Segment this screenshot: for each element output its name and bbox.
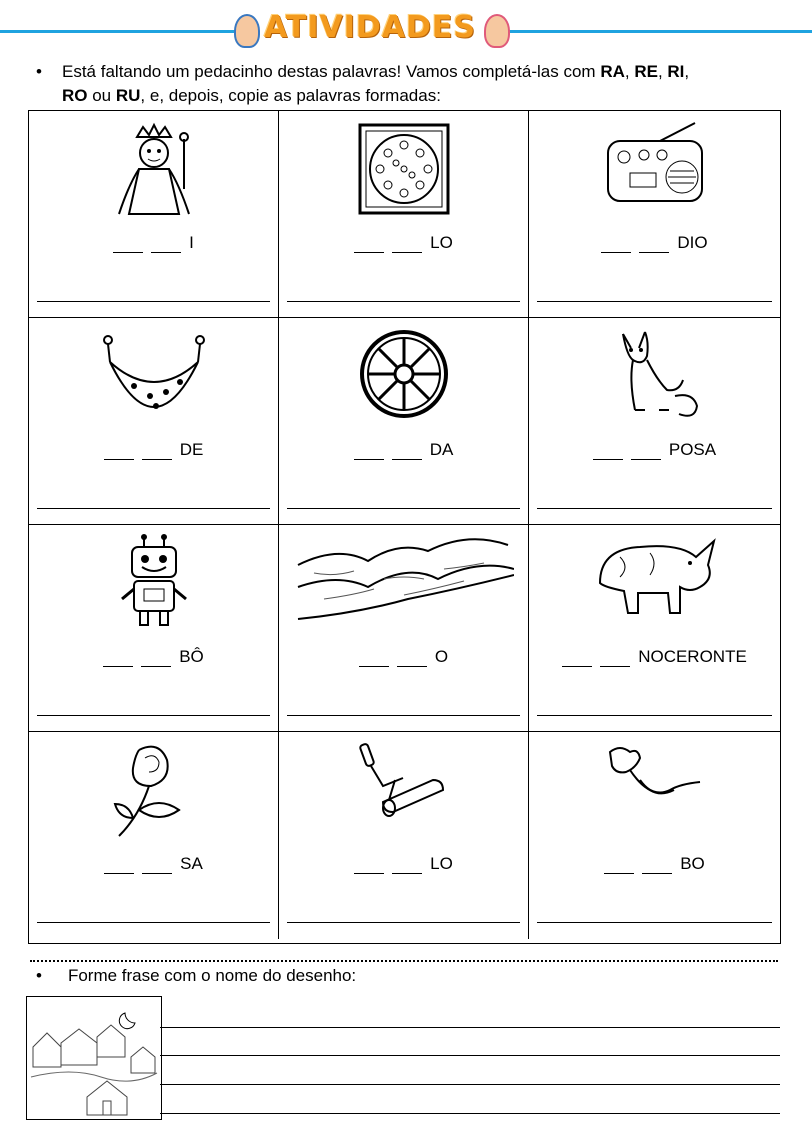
copy-line[interactable] <box>537 922 772 923</box>
syllable-ro: RO <box>62 86 88 105</box>
rose-icon <box>109 740 199 840</box>
copy-line[interactable] <box>287 508 520 509</box>
writing-line[interactable] <box>160 1084 780 1085</box>
boy-mascot-icon <box>234 14 260 48</box>
syllable-re: RE <box>634 62 658 81</box>
writing-line[interactable] <box>160 1055 780 1056</box>
instr-part: ou <box>87 86 116 105</box>
blank[interactable] <box>392 443 422 460</box>
exercise-cell <box>529 525 780 732</box>
word-prompt <box>279 440 528 460</box>
copy-line[interactable] <box>37 715 270 716</box>
village-scene-icon <box>26 996 162 1120</box>
robot-icon <box>114 533 194 633</box>
exercise-cell <box>279 111 529 318</box>
section-divider <box>30 960 778 962</box>
header-rule-left <box>0 30 240 33</box>
writing-line[interactable] <box>160 1113 780 1114</box>
exercise-cell <box>529 111 780 318</box>
fox-icon <box>605 326 705 426</box>
blank[interactable] <box>600 650 630 667</box>
blank[interactable] <box>354 857 384 874</box>
word-suffix: O <box>434 647 449 666</box>
blank[interactable] <box>151 236 181 253</box>
instructions-text <box>62 60 786 108</box>
blank[interactable] <box>104 443 134 460</box>
syllable-ri: RI <box>667 62 685 81</box>
word-prompt <box>279 854 528 874</box>
word-prompt <box>529 233 780 253</box>
copy-line[interactable] <box>287 922 520 923</box>
blank[interactable] <box>392 857 422 874</box>
blank[interactable] <box>604 857 634 874</box>
exercise-cell <box>29 318 279 525</box>
word-suffix: DIO <box>677 233 708 252</box>
word-prompt <box>529 854 780 874</box>
instr-part: , <box>624 62 635 81</box>
exercise-cell <box>279 525 529 732</box>
blank[interactable] <box>113 236 143 253</box>
sentence-instruction <box>36 966 356 986</box>
board-game-icon <box>354 119 454 219</box>
instr-part: , e, depois, copie as palavras formadas: <box>140 86 441 105</box>
blank[interactable] <box>354 236 384 253</box>
paint-roller-icon <box>359 740 449 840</box>
word-prompt <box>529 440 780 460</box>
bullet: • <box>36 966 42 985</box>
word-prompt <box>29 440 278 460</box>
word-prompt <box>29 233 278 253</box>
word-prompt <box>279 233 528 253</box>
blank[interactable] <box>631 443 661 460</box>
hammock-icon <box>94 326 214 426</box>
word-suffix: NOCERONTE <box>638 647 747 666</box>
word-suffix: BÔ <box>179 647 204 666</box>
copy-line[interactable] <box>287 715 520 716</box>
blank[interactable] <box>104 857 134 874</box>
word-suffix: LO <box>430 854 453 873</box>
word-suffix: POSA <box>668 440 717 459</box>
copy-line[interactable] <box>37 508 270 509</box>
word-prompt <box>529 647 780 667</box>
blank[interactable] <box>141 650 171 667</box>
blank[interactable] <box>359 650 389 667</box>
copy-line[interactable] <box>537 301 772 302</box>
blank[interactable] <box>142 443 172 460</box>
blank[interactable] <box>354 443 384 460</box>
blank[interactable] <box>397 650 427 667</box>
girl-mascot-icon <box>484 14 510 48</box>
page-title <box>240 10 500 45</box>
blank[interactable] <box>142 857 172 874</box>
page-title-text: ATIVIDADES <box>263 10 477 45</box>
word-prompt <box>279 647 528 667</box>
word-suffix: BO <box>680 854 705 873</box>
exercise-cell <box>529 732 780 939</box>
radio-icon <box>600 119 710 209</box>
instr-part: , <box>684 62 690 81</box>
copy-line[interactable] <box>537 508 772 509</box>
bullet: • <box>36 62 42 81</box>
exercise-cell <box>29 111 279 318</box>
exercise-cell <box>29 732 279 939</box>
exercise-grid <box>28 110 781 944</box>
exercise-cell <box>529 318 780 525</box>
word-suffix: SA <box>180 854 203 873</box>
tail-icon <box>600 740 710 820</box>
blank[interactable] <box>642 857 672 874</box>
instr-part: Está faltando um pedacinho destas palavras! Vamos completá-las com <box>62 62 601 81</box>
syllable-ra: RA <box>600 62 625 81</box>
rhino-icon <box>590 533 720 623</box>
blank[interactable] <box>639 236 669 253</box>
instr-part: , <box>657 62 668 81</box>
king-icon <box>99 119 209 219</box>
syllable-ru: RU <box>115 86 141 105</box>
instructions <box>36 60 786 108</box>
blank[interactable] <box>562 650 592 667</box>
blank[interactable] <box>103 650 133 667</box>
word-prompt <box>29 647 278 667</box>
header-rule-right <box>500 30 812 33</box>
copy-line[interactable] <box>537 715 772 716</box>
word-suffix: DE <box>179 440 204 459</box>
writing-line[interactable] <box>160 1027 780 1028</box>
copy-line[interactable] <box>287 301 520 302</box>
exercise-cell <box>29 525 279 732</box>
wheel-icon <box>354 326 454 426</box>
word-prompt <box>29 854 278 874</box>
copy-line[interactable] <box>37 301 270 302</box>
exercise-cell <box>279 318 529 525</box>
word-suffix: I <box>189 233 194 252</box>
blank[interactable] <box>601 236 631 253</box>
river-icon <box>294 529 514 629</box>
word-suffix: LO <box>430 233 453 252</box>
copy-line[interactable] <box>37 922 270 923</box>
sentence-instruction-text: Forme frase com o nome do desenho: <box>67 966 357 985</box>
word-suffix: DA <box>429 440 454 459</box>
blank[interactable] <box>593 443 623 460</box>
blank[interactable] <box>392 236 422 253</box>
exercise-cell <box>279 732 529 939</box>
